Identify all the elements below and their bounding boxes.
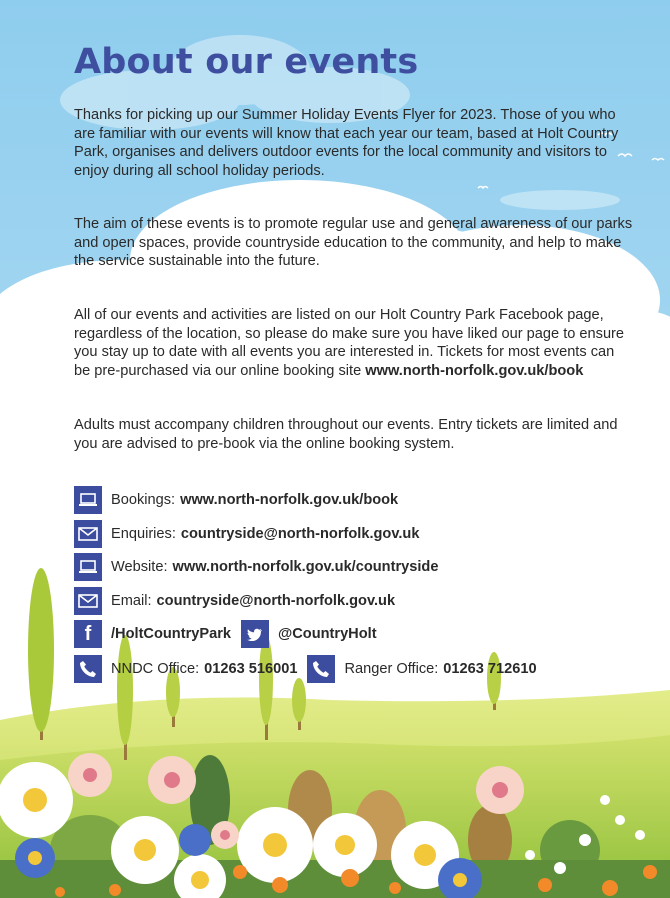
website-label: Website: <box>111 559 168 575</box>
adults-paragraph: Adults must accompany children throughout our events. Entry tickets are limited and you are advised to pre-book via the online booking system. <box>74 417 618 452</box>
bookings-link[interactable]: www.north-norfolk.gov.uk/book <box>180 492 399 508</box>
nndc-phone[interactable]: 01263 516001 <box>204 661 298 677</box>
twitter-icon <box>241 620 269 648</box>
facebook-link[interactable]: /HoltCountryPark <box>111 626 232 642</box>
page-title: About our events <box>74 42 419 82</box>
website-link[interactable]: www.north-norfolk.gov.uk/countryside <box>172 559 439 575</box>
enquiries-label: Enquiries: <box>111 526 176 542</box>
phone-icon <box>74 655 102 683</box>
email-link[interactable]: countryside@north-norfolk.gov.uk <box>156 593 396 609</box>
contact-bookings <box>74 486 398 514</box>
nndc-label: NNDC Office: <box>111 661 200 677</box>
booking-link[interactable]: www.north-norfolk.gov.uk/book <box>365 362 584 379</box>
facebook-paragraph <box>74 306 634 380</box>
laptop-icon <box>74 486 102 514</box>
contact-enquiries <box>74 520 419 548</box>
ranger-phone[interactable]: 01263 712610 <box>443 661 537 677</box>
contact-social <box>74 620 377 648</box>
twitter-link[interactable]: @CountryHolt <box>278 626 377 642</box>
enquiries-email-link[interactable]: countryside@north-norfolk.gov.uk <box>180 526 420 542</box>
phone-icon <box>307 655 335 683</box>
facebook-icon: f <box>74 620 102 648</box>
ranger-label: Ranger Office: <box>344 661 439 677</box>
intro-paragraph: Thanks for picking up our Summer Holiday Events Flyer for 2023. Those of you who are familiar with our events will know that each year our team, based at Holt Country Park, organises and delivers outdoor events for the local community and visitors to enjoy during all school holiday periods. <box>74 107 619 179</box>
aim-paragraph: The aim of these events is to promote regular use and general awareness of our parks and open spaces, provide countryside education to the community, and help to make the service sustainable into the future. <box>74 216 633 270</box>
email-label: Email: <box>111 593 152 609</box>
laptop-icon <box>74 553 102 581</box>
envelope-icon <box>74 587 102 615</box>
contact-email <box>74 587 395 615</box>
contact-phones <box>74 655 537 683</box>
envelope-icon <box>74 520 102 548</box>
contact-website <box>74 553 438 581</box>
bookings-label: Bookings: <box>111 492 176 508</box>
facebook-paragraph-text: All of our events and activities are listed on our Holt Country Park Facebook page, regardless of the location, so please do make sure you have liked our page to ensure you stay up to date with all events you are interested in. Tickets for most events can be pre-purchased via our online booking site <box>74 307 625 379</box>
